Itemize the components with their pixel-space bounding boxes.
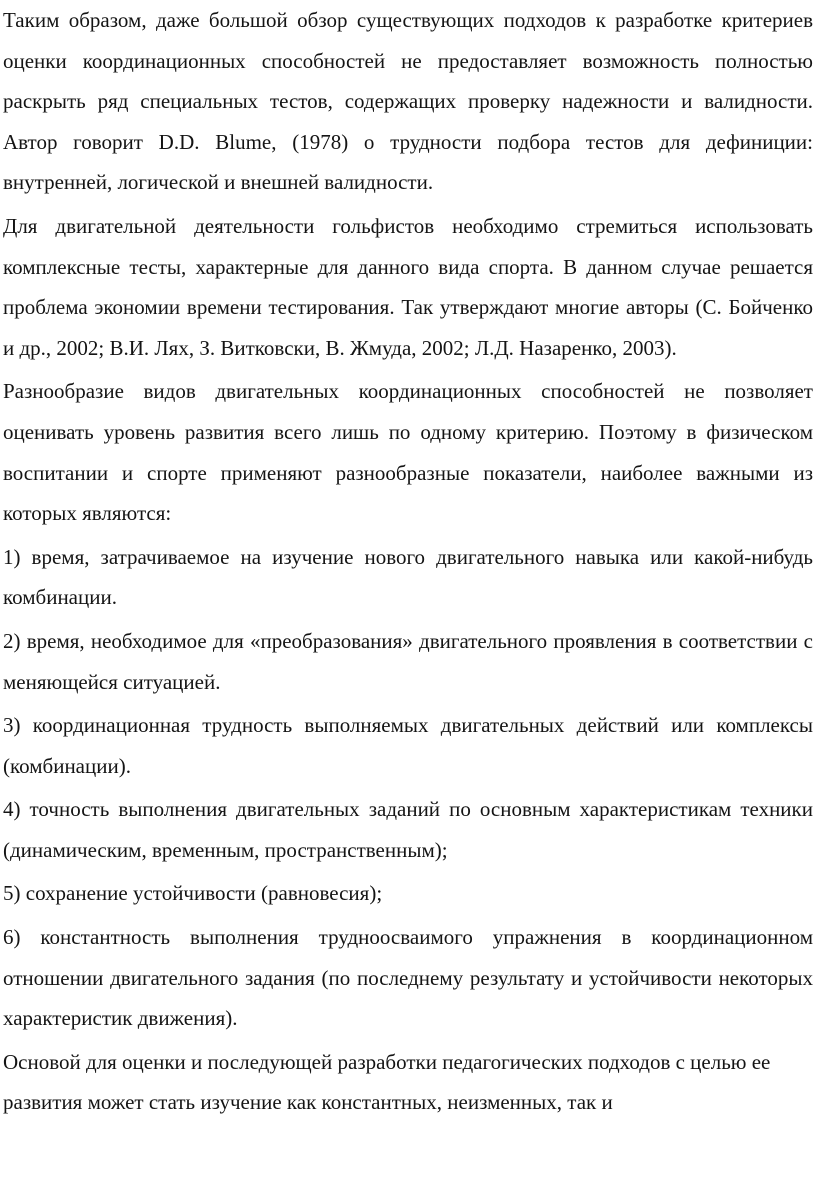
paragraph-1: Таким образом, даже большой обзор существующих подходов к разработке критериев оценки координационных способностей не предоставляет возможность полностью раскрыть ряд специальных тестов, содержащих проверку надежности и валидности. Автор говорит D.D. Blume, (1978) о трудности подбора тестов для дефиниции: внутренней, логической и внешней валидности.	[3, 8, 813, 195]
paragraph-2: Для двигательной деятельности гольфистов необходимо стремиться использовать комплексные тесты, характерные для данного вида спорта. В данном случае решается проблема экономии времени тестирования. Так утверждают многие авторы (С. Бойченко и др., 2002; В.И. Лях, З. Витковски, В. Жмуда, 2002; Л.Д. Назаренко, 2003).	[3, 213, 813, 360]
list-item-3: 3) координационная трудность выполняемых двигательных действий или комплексы (комбинации).	[3, 713, 813, 778]
list-item-2: 2) время, необходимое для «преобразования» двигательного проявления в соответствии с меняющейся ситуацией.	[3, 628, 813, 694]
list-item-5: 5) сохранение устойчивости (равновесия);	[3, 881, 383, 906]
list-item-6: 6) константность выполнения трудноосваимого упражнения в координационном отношении двигательного задания (по последнему результату и устойчивости некоторых характеристик движения).	[3, 925, 813, 1031]
list-item-1: 1) время, затрачиваемое на изучение нового двигательного навыка или какой-нибудь комбинации.	[3, 544, 813, 610]
closing-paragraph: Основой для оценки и последующей разработки педагогических подходов с целью ее развития может стать изучение как константных, неизменных, так и	[3, 1049, 771, 1114]
paragraph-3: Разнообразие видов двигательных координационных способностей не позволяет оценивать уровень развития всего лишь по одному критерию. Поэтому в физическом воспитании и спорте применяют разнообразные показатели, наиболее важными из которых являются:	[3, 379, 813, 526]
list-item-4: 4) точность выполнения двигательных заданий по основным характеристикам техники (динамическим, временным, пространственным);	[3, 797, 813, 862]
document-page	[3, 0, 813, 1122]
